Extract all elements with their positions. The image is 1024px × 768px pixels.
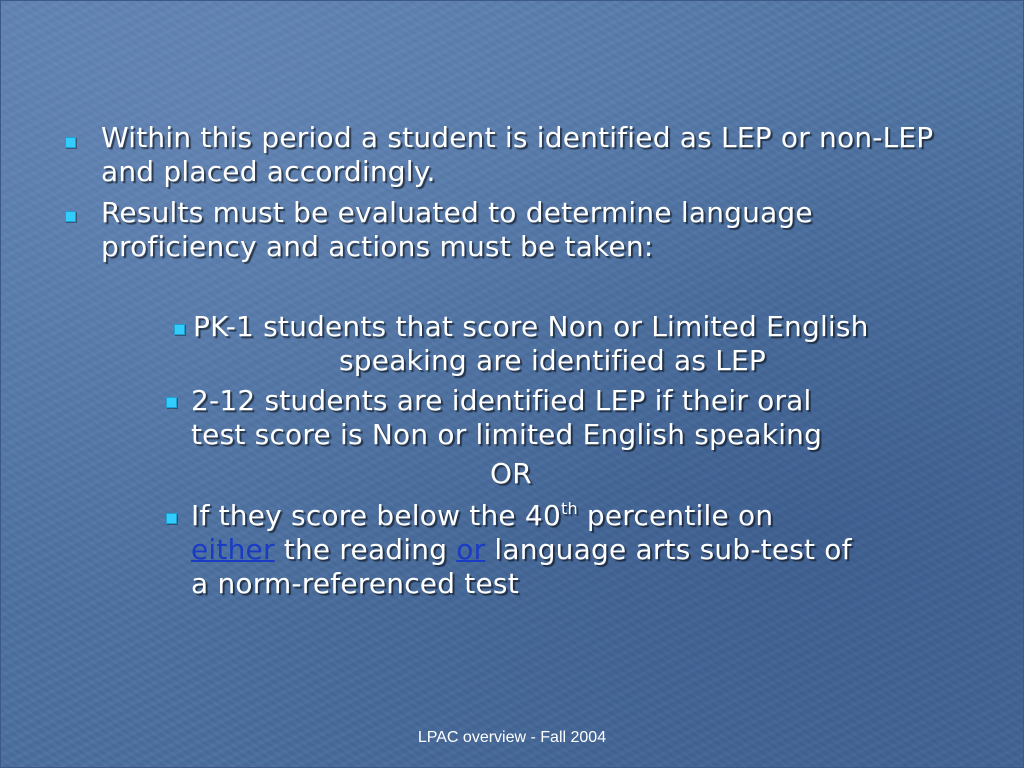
- either-link[interactable]: either: [191, 533, 275, 566]
- bullet-item-identified: [101, 121, 941, 189]
- percentile-text: If they score below the 40: [191, 499, 561, 532]
- square-bullet-icon: [166, 397, 177, 408]
- ordinal-suffix: th: [560, 499, 578, 518]
- sub-bullet-line: PK-1 students that score Non or Limited English: [193, 310, 869, 343]
- sub-bullet-line: [191, 499, 991, 533]
- sub-bullet-line: 2-12 students are identified LEP if their oral: [191, 384, 812, 417]
- sub-bullet-line: speaking are identified as LEP: [339, 344, 766, 377]
- percentile-text: the reading: [274, 533, 457, 566]
- sub-bullet-percentile: [191, 499, 991, 601]
- sub-bullet-grades: [191, 384, 991, 452]
- square-bullet-icon: [65, 211, 76, 222]
- square-bullet-icon: [65, 137, 76, 148]
- sub-bullet-line: test score is Non or limited English speaking: [191, 418, 823, 451]
- percentile-text: language arts sub-test of: [485, 533, 852, 566]
- or-link[interactable]: or: [456, 533, 486, 566]
- bullet-item-results: [101, 196, 901, 264]
- sub-bullet-pk1: [193, 310, 993, 378]
- bullet-text: Results must be evaluated to determine language proficiency and actions must be taken:: [101, 196, 813, 263]
- sub-bullet-line: a norm-referenced test: [191, 567, 519, 600]
- sub-bullet-line: [191, 533, 991, 567]
- or-separator: OR: [490, 457, 532, 490]
- bullet-text: Within this period a student is identified as LEP or non-LEP and placed accordingly.: [101, 121, 934, 188]
- footer-text: LPAC overview - Fall 2004: [417, 729, 607, 746]
- square-bullet-icon: [166, 513, 177, 524]
- square-bullet-icon: [174, 324, 185, 335]
- percentile-text: percentile on: [577, 499, 774, 532]
- slide-footer: [1, 728, 1024, 748]
